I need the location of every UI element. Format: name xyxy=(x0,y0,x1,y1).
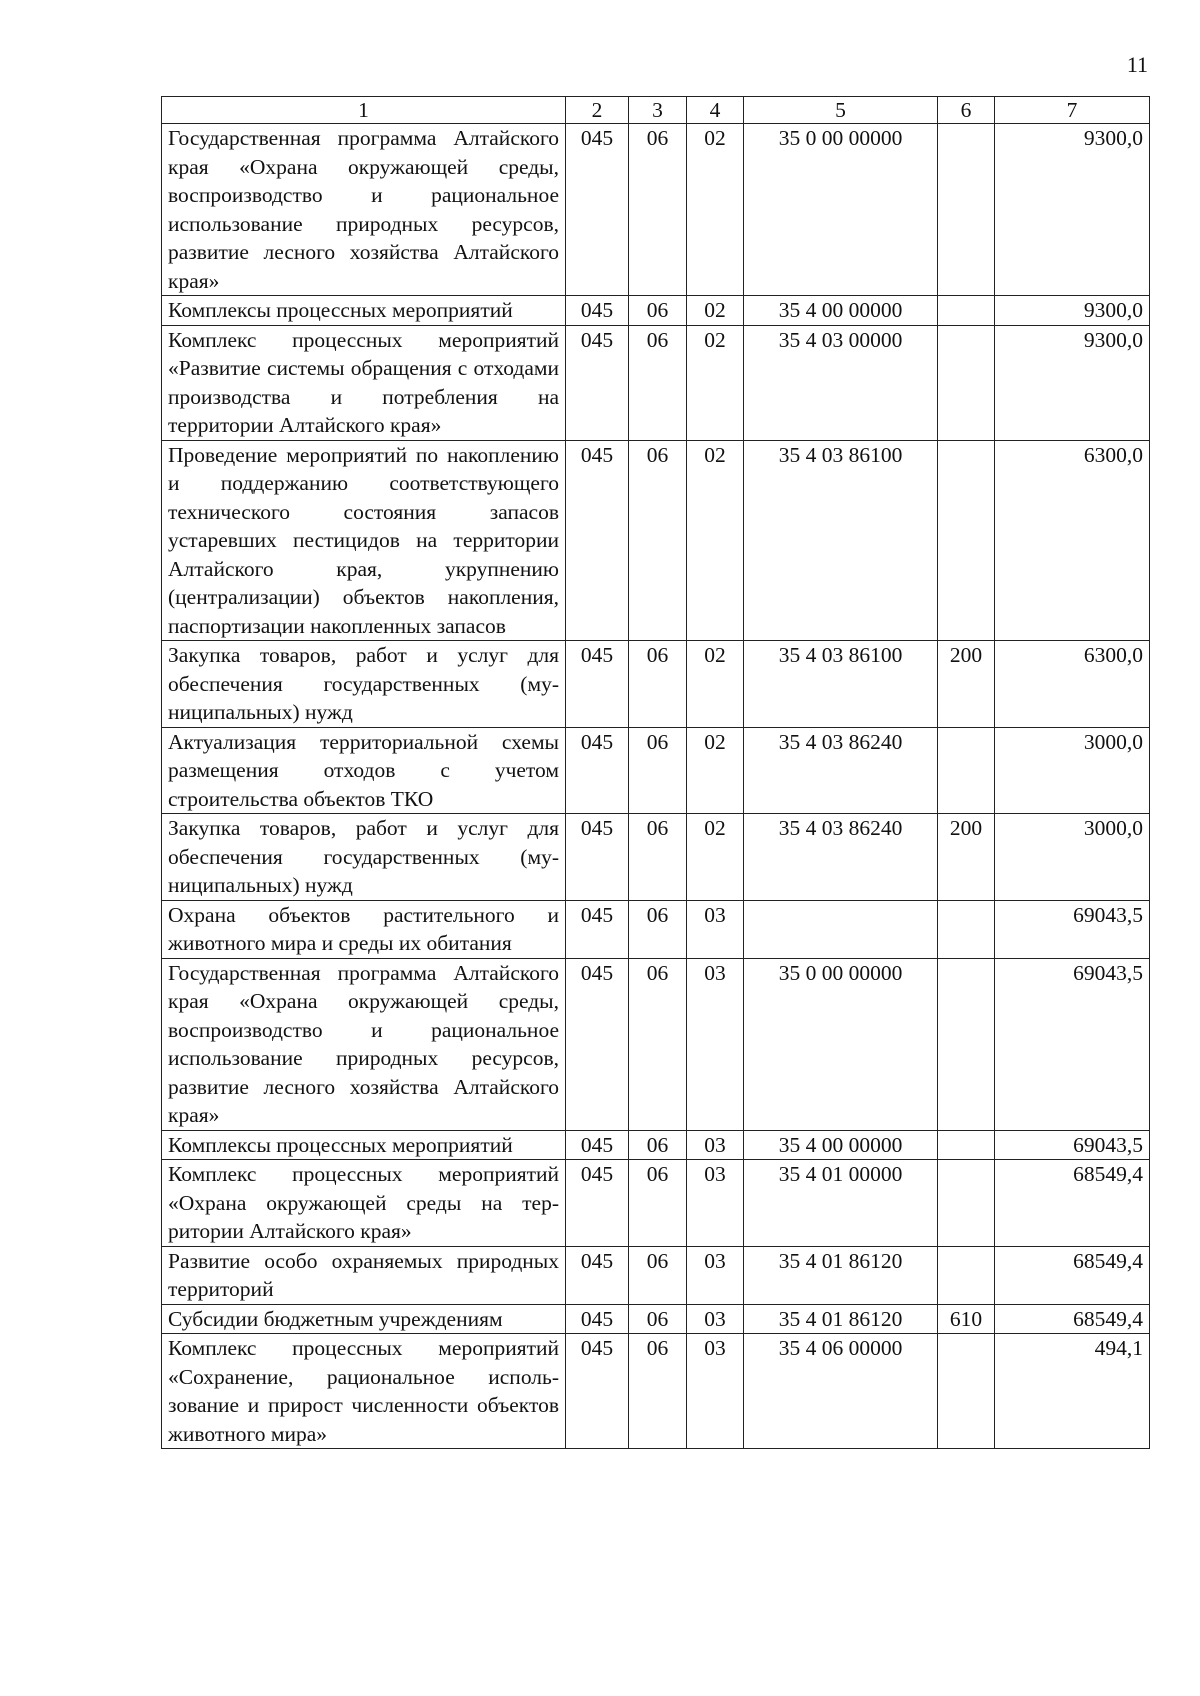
row-section: 06 xyxy=(629,1246,687,1304)
row-section: 06 xyxy=(629,1334,687,1449)
row-target-article xyxy=(744,900,938,958)
table-row xyxy=(162,1246,1150,1304)
row-subsection: 03 xyxy=(687,1160,744,1247)
row-amount: 9300,0 xyxy=(995,124,1150,296)
row-subsection: 03 xyxy=(687,958,744,1130)
row-target-article: 35 4 03 86100 xyxy=(744,641,938,728)
row-section: 06 xyxy=(629,958,687,1130)
row-subsection: 02 xyxy=(687,296,744,326)
row-target-article: 35 0 00 00000 xyxy=(744,124,938,296)
column-header: 1 xyxy=(162,97,566,124)
row-target-article: 35 0 00 00000 xyxy=(744,958,938,1130)
row-expense-type xyxy=(938,1246,995,1304)
row-subsection: 02 xyxy=(687,814,744,901)
budget-table xyxy=(161,96,1150,1449)
row-name: Охрана объектов растительного и животного мира и среды их обитания xyxy=(162,900,566,958)
column-header: 4 xyxy=(687,97,744,124)
row-target-article: 35 4 03 86240 xyxy=(744,727,938,814)
table-row xyxy=(162,1130,1150,1160)
table-row xyxy=(162,1304,1150,1334)
column-header: 2 xyxy=(566,97,629,124)
table-row xyxy=(162,296,1150,326)
row-amount: 68549,4 xyxy=(995,1160,1150,1247)
row-ved: 045 xyxy=(566,900,629,958)
table-row xyxy=(162,900,1150,958)
column-header: 7 xyxy=(995,97,1150,124)
row-name: Комплексы процессных мероприятий xyxy=(162,1130,566,1160)
row-target-article: 35 4 03 00000 xyxy=(744,325,938,440)
table-row xyxy=(162,958,1150,1130)
row-target-article: 35 4 03 86240 xyxy=(744,814,938,901)
row-name: Государственная программа Алтайского края «Охрана окружающей среды, воспроизводство и рациональное использование природных ресурсов, развитие лесного хозяйства Алтайского края» xyxy=(162,958,566,1130)
row-subsection: 03 xyxy=(687,1304,744,1334)
table-row xyxy=(162,1334,1150,1449)
row-ved: 045 xyxy=(566,124,629,296)
row-name: Закупка товаров, работ и услуг для обеспечения государственных (муниципальных) нужд xyxy=(162,814,566,901)
row-expense-type: 610 xyxy=(938,1304,995,1334)
page-number: 11 xyxy=(1126,52,1148,77)
table-row xyxy=(162,440,1150,641)
row-amount: 3000,0 xyxy=(995,727,1150,814)
row-expense-type xyxy=(938,900,995,958)
row-section: 06 xyxy=(629,124,687,296)
row-section: 06 xyxy=(629,814,687,901)
row-amount: 69043,5 xyxy=(995,1130,1150,1160)
row-amount: 6300,0 xyxy=(995,440,1150,641)
row-section: 06 xyxy=(629,641,687,728)
row-section: 06 xyxy=(629,325,687,440)
row-ved: 045 xyxy=(566,325,629,440)
row-subsection: 02 xyxy=(687,440,744,641)
row-name: Государственная программа Алтайского края «Охрана окружающей среды, воспроизводство и рациональное использование природных ресурсов, развитие лесного хозяйства Алтайского края» xyxy=(162,124,566,296)
row-amount: 68549,4 xyxy=(995,1304,1150,1334)
table-body xyxy=(162,124,1150,1449)
row-section: 06 xyxy=(629,440,687,641)
row-section: 06 xyxy=(629,727,687,814)
row-ved: 045 xyxy=(566,641,629,728)
row-name: Комплекс процессных мероприятий «Сохранение, рациональное использование и прирост численности объектов животного мира» xyxy=(162,1334,566,1449)
column-header: 6 xyxy=(938,97,995,124)
row-name: Комплекс процессных мероприятий «Охрана окружающей среды на территории Алтайского края» xyxy=(162,1160,566,1247)
row-target-article: 35 4 06 00000 xyxy=(744,1334,938,1449)
row-ved: 045 xyxy=(566,1160,629,1247)
column-header: 3 xyxy=(629,97,687,124)
row-section: 06 xyxy=(629,900,687,958)
row-expense-type xyxy=(938,440,995,641)
row-subsection: 02 xyxy=(687,727,744,814)
column-number-row xyxy=(162,97,1150,124)
row-ved: 045 xyxy=(566,1304,629,1334)
table-row xyxy=(162,814,1150,901)
row-name: Субсидии бюджетным учреждениям xyxy=(162,1304,566,1334)
row-subsection: 03 xyxy=(687,900,744,958)
row-target-article: 35 4 01 86120 xyxy=(744,1304,938,1334)
row-target-article: 35 4 01 00000 xyxy=(744,1160,938,1247)
row-ved: 045 xyxy=(566,727,629,814)
row-subsection: 02 xyxy=(687,641,744,728)
row-amount: 9300,0 xyxy=(995,296,1150,326)
table-row xyxy=(162,124,1150,296)
row-expense-type xyxy=(938,1334,995,1449)
row-section: 06 xyxy=(629,1130,687,1160)
row-section: 06 xyxy=(629,1304,687,1334)
row-target-article: 35 4 03 86100 xyxy=(744,440,938,641)
row-ved: 045 xyxy=(566,958,629,1130)
row-expense-type xyxy=(938,1130,995,1160)
row-expense-type xyxy=(938,958,995,1130)
row-subsection: 03 xyxy=(687,1246,744,1304)
row-expense-type xyxy=(938,124,995,296)
row-target-article: 35 4 00 00000 xyxy=(744,296,938,326)
row-name: Закупка товаров, работ и услуг для обеспечения государственных (муниципальных) нужд xyxy=(162,641,566,728)
row-subsection: 03 xyxy=(687,1130,744,1160)
row-subsection: 02 xyxy=(687,325,744,440)
row-amount: 494,1 xyxy=(995,1334,1150,1449)
row-name: Комплекс процессных мероприятий «Развитие системы обращения с отходами производства и потребления на территории Алтайского края» xyxy=(162,325,566,440)
row-subsection: 03 xyxy=(687,1334,744,1449)
row-expense-type xyxy=(938,325,995,440)
row-name: Развитие особо охраняемых природных территорий xyxy=(162,1246,566,1304)
row-ved: 045 xyxy=(566,1334,629,1449)
row-section: 06 xyxy=(629,296,687,326)
row-ved: 045 xyxy=(566,814,629,901)
table-row xyxy=(162,727,1150,814)
row-expense-type: 200 xyxy=(938,641,995,728)
row-ved: 045 xyxy=(566,440,629,641)
row-section: 06 xyxy=(629,1160,687,1247)
row-expense-type xyxy=(938,296,995,326)
table-row xyxy=(162,1160,1150,1247)
row-amount: 69043,5 xyxy=(995,958,1150,1130)
row-target-article: 35 4 00 00000 xyxy=(744,1130,938,1160)
row-expense-type xyxy=(938,1160,995,1247)
row-ved: 045 xyxy=(566,296,629,326)
row-name: Комплексы процессных мероприятий xyxy=(162,296,566,326)
row-amount: 9300,0 xyxy=(995,325,1150,440)
row-name: Проведение мероприятий по накоплению и поддержанию соответствующего технического состояния запасов устаревших пестицидов на территории Алтайского края, укрупнению (централизации) объектов накопления, паспортизации накопленных запасов xyxy=(162,440,566,641)
row-ved: 045 xyxy=(566,1246,629,1304)
row-ved: 045 xyxy=(566,1130,629,1160)
row-amount: 3000,0 xyxy=(995,814,1150,901)
table-row xyxy=(162,641,1150,728)
row-name: Актуализация территориальной схемы размещения отходов с учетом строительства объектов ТКО xyxy=(162,727,566,814)
row-expense-type xyxy=(938,727,995,814)
row-expense-type: 200 xyxy=(938,814,995,901)
row-amount: 69043,5 xyxy=(995,900,1150,958)
row-amount: 68549,4 xyxy=(995,1246,1150,1304)
table-row xyxy=(162,325,1150,440)
row-amount: 6300,0 xyxy=(995,641,1150,728)
row-target-article: 35 4 01 86120 xyxy=(744,1246,938,1304)
row-subsection: 02 xyxy=(687,124,744,296)
column-header: 5 xyxy=(744,97,938,124)
